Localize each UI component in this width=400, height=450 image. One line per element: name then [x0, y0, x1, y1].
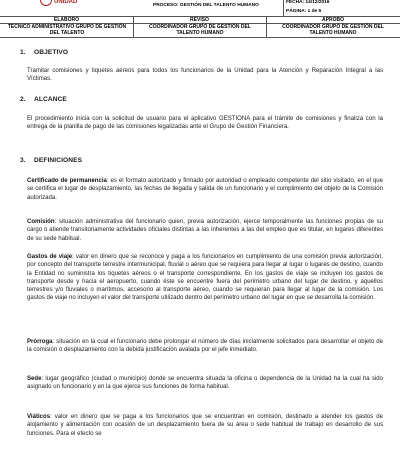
signature-aprobo: COORDINADOR GRUPO DE GESTIÓN DEL TALENTO HUMANO [282, 24, 384, 36]
section-number: 1. [20, 49, 26, 56]
definition-certificado [27, 177, 383, 202]
definition-term: Viáticos [27, 414, 51, 420]
section-title: ALCANCE [34, 96, 67, 103]
definition-prorroga [27, 338, 383, 355]
definition-text: : valor en dinero que se paga a los funcionarios que se encuentran en comisión, destinado a atender los gastos de alojamiento y alimentación con ocasión de un desplazamiento fuera de su área o sede habitual de trabajo en desarrollo de sus funciones. Para el efecto se [27, 414, 383, 437]
section-title: DEFINICIONES [34, 157, 83, 164]
section-number: 3. [20, 157, 26, 164]
definition-term: Certificado de permanencia [27, 178, 107, 184]
definition-viaticos [27, 413, 383, 438]
definition-sede [27, 375, 383, 392]
definition-text: : valor en dinero que se reconoce y paga a los funcionarios en cumplimiento de una comisión previa autorización, por concepto del transporte terrestre intermunicipal, fluvial o aéreo que se requiera para llegar al lugar o lugares de destino, cuando la Entidad no suministra los tiquetes aéreos o el transporte correspondiente. En los gastos de viaje se incluyen los gastos de transporte desde y hacia el aeropuerto, cuando éste se encuentre fuera del perímetro urbano del lugar de destino, y aquellos terrestres y/o fluviales o marítimos, accesorio al transporte aéreo, cuando se requieran para llegar al lugar de la comisión. Los gastos de viaje no incluyen el valor del transporte utilizado dentro del perímetro urbano del lugar en que se desarrolla la comisión. [27, 254, 383, 302]
section-heading-alcance [20, 96, 67, 103]
definition-text: : lugar geográfico (ciudad o municipio) donde se encuentra situada la oficina o dependencia de la Unidad ha la cual ha sido asignado un funcionario y en la que ejerce sus funciones de forma habitual. [27, 376, 383, 391]
column-head-reviso: REVISO [190, 17, 209, 23]
column-head-elaboro: ELABORO [54, 17, 79, 23]
signature-reviso: COORDINADOR GRUPO DE GESTIÓN DEL TALENTO HUMANO [149, 24, 251, 36]
definition-comision [27, 218, 383, 243]
date-label: FECHA: 14/12/2016 [286, 0, 330, 5]
section-heading-definiciones [20, 157, 82, 164]
definition-text: : situación en la cual el funcionario debe prolongar el número de días inicialmente solicitados para desarrollar el objeto de la comisión o desplazamiento con la debida justificación avalada por el jefe inmediato. [27, 339, 383, 354]
process-label: PROCESO: GESTIÓN DEL TALENTO HUMANO [153, 3, 259, 8]
page-label: PÁGINA: 1 de 5 [286, 9, 322, 14]
logo-emblem-icon [40, 0, 52, 6]
section-title: OBJETIVO [34, 49, 69, 56]
logo-text: UNIDAD [54, 0, 78, 5]
objetivo-paragraph: Tramitar comisiones y tiquetes aéreos para todos los funcionarios de la Unidad para la Atención y Reparación Integral a las Víctimas. [27, 68, 383, 83]
definition-gastos-de-viaje [27, 253, 383, 303]
definition-term: Prórroga [27, 339, 53, 345]
column-head-aprobo: APROBO [322, 17, 344, 23]
definition-term: Sede [27, 376, 42, 382]
section-number: 2. [20, 96, 26, 103]
section-heading-objetivo [20, 49, 68, 56]
alcance-paragraph: El procedimiento inicia con la solicitud de usuario para el aplicativo GESTIONA para el trámite de comisiones y finaliza con la entrega de la planilla de pago de las comisiones legalizadas ante el Grupo de Gestión Financiera. [27, 116, 383, 131]
definition-text: : es el formato autorizado y firmado por autoridad o empleado competente del sitio visitado, en el que se certifica el lugar de desplazamiento, las fechas de llegada y salida de un funcionario y el cumplimiento del objeto de la Comisión autorizada. [27, 178, 384, 201]
document-header [0, 0, 400, 42]
unit-logo [0, 0, 78, 7]
signature-elaboro: TECNICO ADMINISTRATIVO GRUPO DE GESTIÓN DEL TALENTO [7, 24, 127, 36]
definition-term: Comisión [27, 219, 55, 225]
definition-term: Gastos de viaje [27, 254, 73, 260]
header-divider [0, 37, 400, 38]
definition-text: : situación administrativa del funcionario quien, previa autorización, ejerce temporalmente las funciones propias de su cargo o atiende transitoriamente actividades oficiales distintas a las inherentes a las del empleo que es titular, en lugares diferentes de su sede habitual. [27, 219, 383, 242]
header-column-divider [283, 0, 284, 16]
